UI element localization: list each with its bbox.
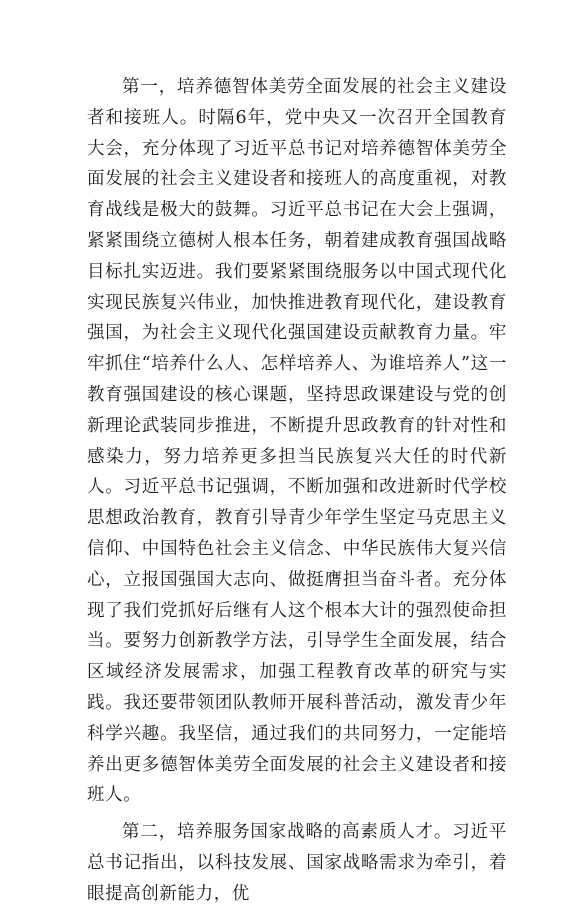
document-body [87,72,507,910]
paragraph-first: 第一，培养德智体美劳全面发展的社会主义建设者和接班人。时隔6年，党中央又一次召开全国教育大会，充分体现了习近平总书记对培养德智体美劳全面发展的社会主义建设者和接班人的高度重视，对教育战线是极大的鼓舞。习近平总书记在大会上强调，紧紧围绕立德树人根本任务，朝着建成教育强国战略目标扎实迈进。我们要紧紧围绕服务以中国式现代化实现民族复兴伟业，加快推进教育现代化，建设教育强国，为社会主义现代化强国建设贡献教育力量。牢牢抓住“培养什么人、怎样培养人、为谁培养人”这一教育强国建设的核心课题，坚持思政课建设与党的创新理论武装同步推进，不断提升思政教育的针对性和感染力，努力培养更多担当民族复兴大任的时代新人。习近平总书记强调，不断加强和改进新时代学校思想政治教育，教育引导青少年学生坚定马克思主义信仰、中国特色社会主义信念、中华民族伟大复兴信心，立报国强国大志向、做挺膺担当奋斗者。充分体现了我们党抓好后继有人这个根本大计的强烈使命担当。要努力创新教学方法，引导学生全面发展，结合区域经济发展需求，加强工程教育改革的研究与实践。我还要带领团队教师开展科普活动，激发青少年科学兴趣。我坚信，通过我们的共同努力，一定能培养出更多德智体美劳全面发展的社会主义建设者和接班人。 [87,77,507,806]
paragraph-second: 第二，培养服务国家战略的高素质人才。习近平总书记指出，以科技发展、国家战略需求为牵引，着眼提高创新能力，优 [87,822,507,904]
